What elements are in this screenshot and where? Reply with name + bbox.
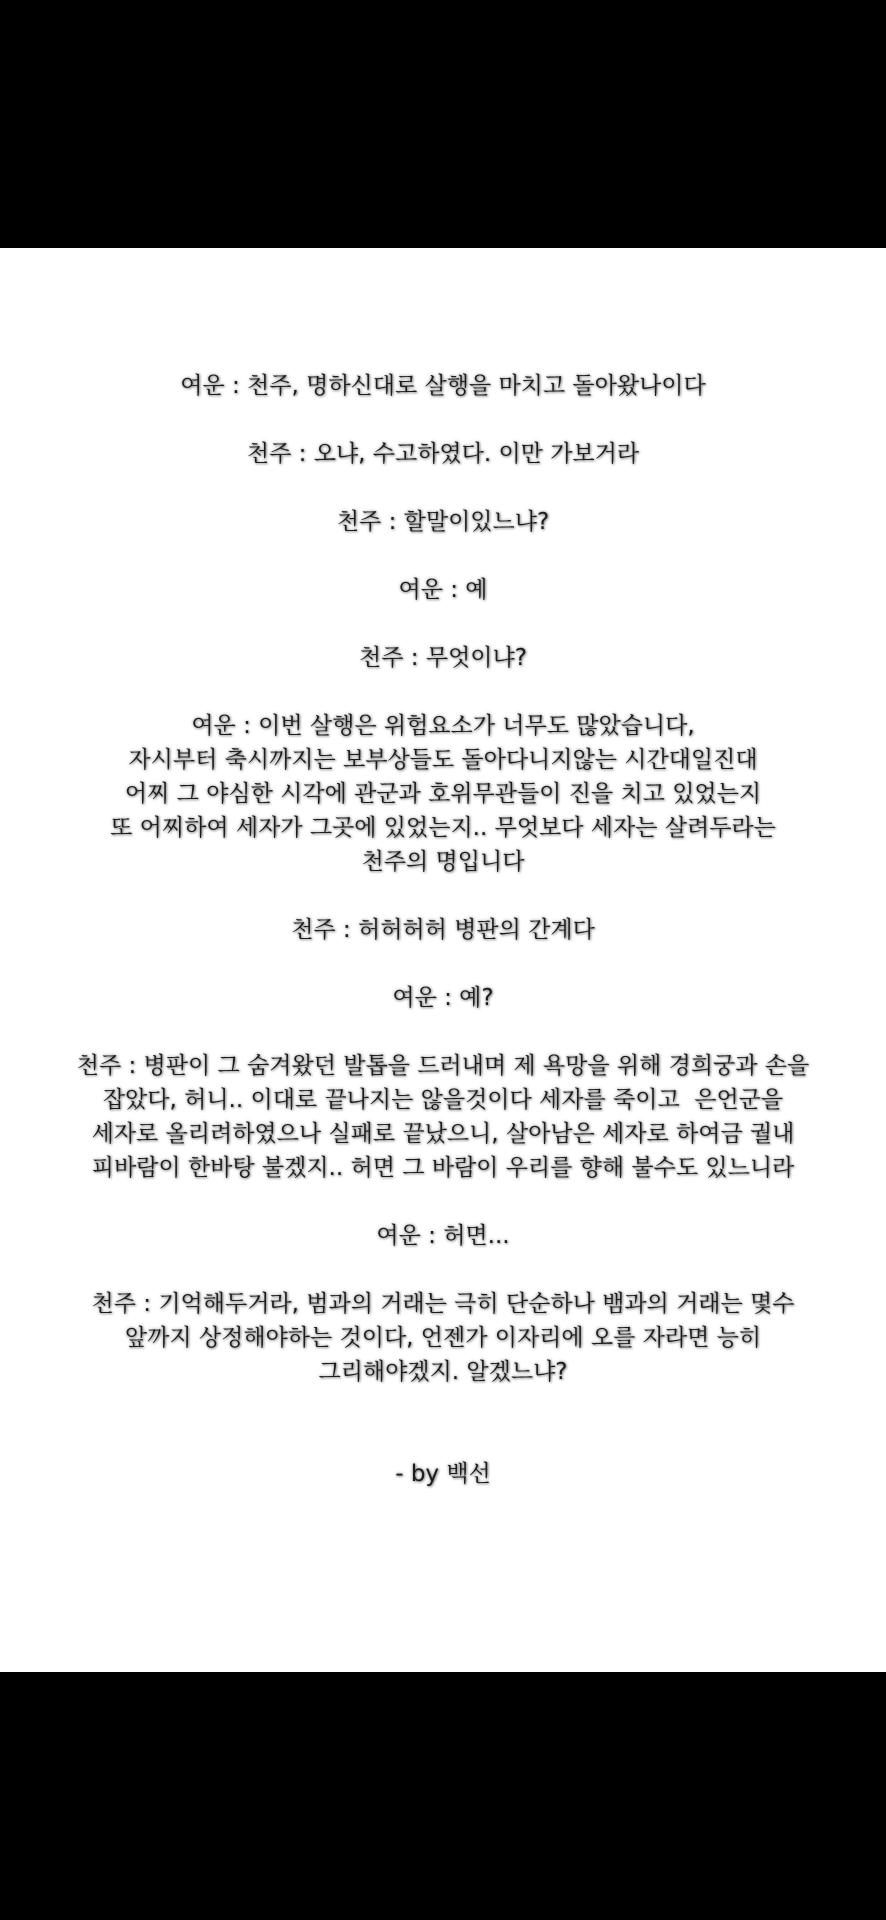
dialogue-line: 여운 : 천주, 명하신대로 살행을 마치고 돌아왔나이다	[180, 373, 706, 399]
dialogue-line: 잡았다, 허니.. 이대로 끝나지는 않을것이다 세자를 죽이고 은언군을	[102, 1087, 784, 1113]
dialogue-line: 여운 : 예	[398, 577, 488, 603]
dialogue-line: 또 어찌하여 세자가 그곳에 있었는지.. 무엇보다 세자는 살려두라는	[110, 815, 776, 841]
dialogue-line: 천주 : 기억해두거라, 범과의 거래는 극히 단순하나 뱀과의 거래는 몇수	[91, 1291, 795, 1317]
bottom-black-bar	[0, 1672, 886, 1920]
dialogue-line: 천주의 명입니다	[361, 849, 525, 875]
author-signature: - by 백선	[395, 1461, 491, 1487]
dialogue-line: 천주 : 오냐, 수고하였다. 이만 가보거라	[246, 441, 640, 467]
dialogue-line: 앞까지 상정해야하는 것이다, 언젠가 이자리에 오를 자라면 능히	[124, 1325, 762, 1351]
story-page	[0, 248, 886, 1672]
dialogue-line: 그리해야겠지. 알겠느냐?	[318, 1359, 568, 1385]
dialogue-line: 여운 : 이번 살행은 위험요소가 너무도 많았습니다,	[191, 713, 695, 739]
dialogue-line: 천주 : 허허허허 병판의 간계다	[291, 917, 595, 943]
dialogue-line: 여운 : 예?	[392, 985, 494, 1011]
dialogue-line: 자시부터 축시까지는 보부상들도 돌아다니지않는 시간대일진대	[128, 747, 758, 773]
dialogue-line: 천주 : 무엇이냐?	[359, 645, 527, 671]
dialogue-line: 여운 : 허면...	[376, 1223, 510, 1249]
dialogue-text-block	[40, 369, 846, 1491]
dialogue-line: 세자로 올리려하였으나 실패로 끝났으니, 살아남은 세자로 하여금 궐내	[91, 1121, 795, 1147]
dialogue-line: 천주 : 병판이 그 숨겨왔던 발톱을 드러내며 제 욕망을 위해 경희궁과 손을	[76, 1053, 810, 1079]
top-black-bar	[0, 0, 886, 248]
dialogue-line: 어찌 그 야심한 시각에 관군과 호위무관들이 진을 치고 있었는지	[124, 781, 762, 807]
dialogue-line: 천주 : 할말이있느냐?	[336, 509, 550, 535]
dialogue-line: 피바람이 한바탕 불겠지.. 허면 그 바람이 우리를 향해 불수도 있느니라	[91, 1155, 795, 1181]
